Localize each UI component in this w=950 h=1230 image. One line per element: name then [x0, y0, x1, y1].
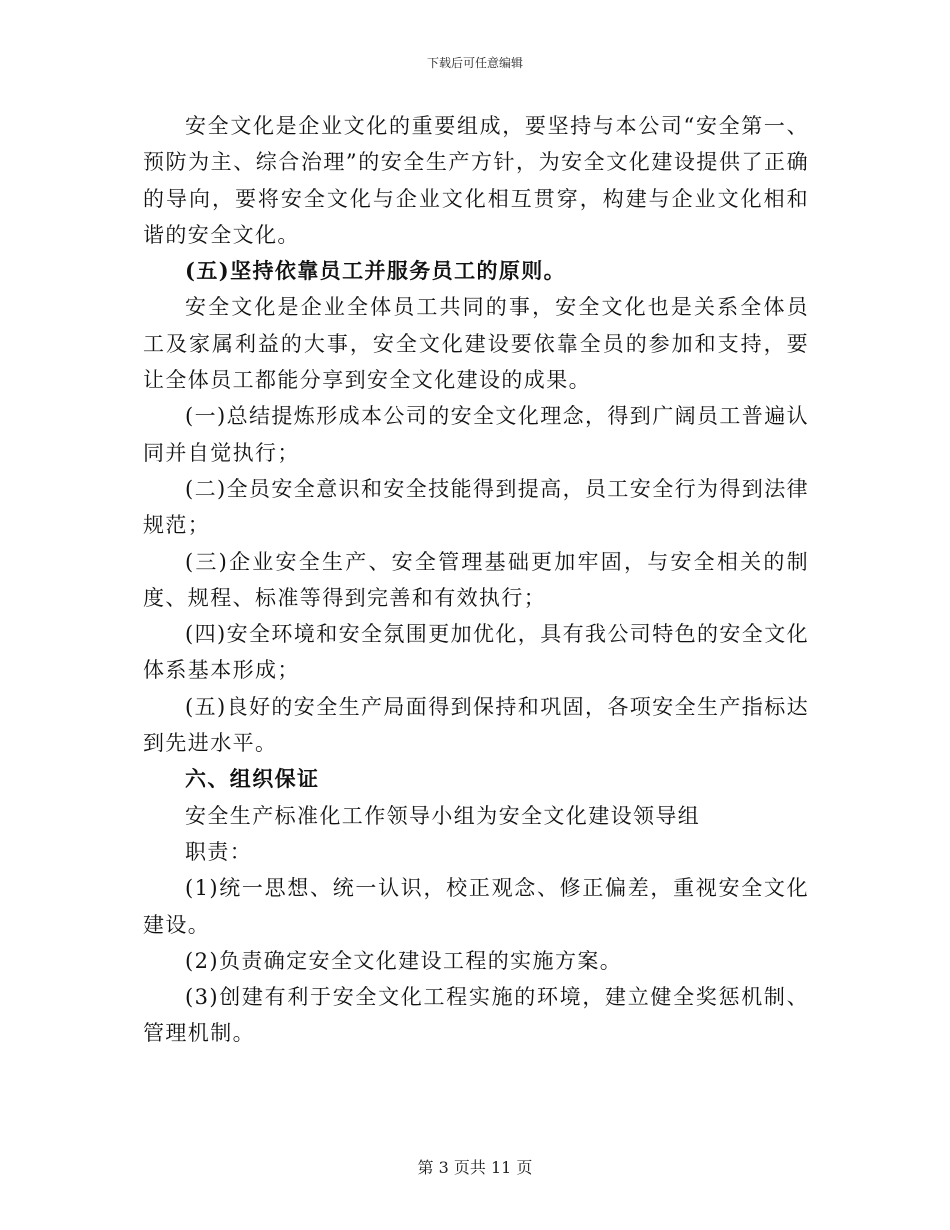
paragraph-employee-principle: 安全文化是企业全体员工共同的事，安全文化也是关系全体员工及家属利益的大事，安全文化建设要依靠全员的参加和支持，要让全体员工都能分享到安全文化建设的成果。: [143, 295, 809, 393]
list-item-duty-1: (1)统一思想、统一认识，校正观念、修正偏差，重视安全文化建设。: [143, 876, 809, 937]
list-item-duty-3: (3)创建有利于安全文化工程实施的环境，建立健全奖惩机制、管理机制。: [143, 985, 809, 1046]
paragraph-duties-label: 职责：: [185, 839, 253, 864]
list-item-goal-3: (三)企业安全生产、安全管理基础更加牢固，与安全相关的制度、规程、标准等得到完善和有效执行；: [143, 549, 809, 610]
list-item-goal-2: (二)全员安全意识和安全技能得到提高，员工安全行为得到法律规范；: [143, 476, 809, 538]
header-note: 下载后可任意编辑: [426, 56, 523, 70]
list-item-duty-2: (2)负责确定安全文化建设工程的实施方案。: [185, 948, 623, 973]
paragraph-safety-culture-intro: 安全文化是企业文化的重要组成，要坚持与本公司“安全第一、预防为主、综合治理”的安全生产方针，为安全文化建设提供了正确的导向，要将安全文化与企业文化相互贯穿，构建与企业文化相和谐的安全文化。: [143, 114, 809, 247]
section-heading-organization: 六、组织保证: [185, 766, 320, 792]
list-item-goal-1: (一)总结提炼形成本公司的安全文化理念，得到广阔员工普遍认同并自觉执行；: [143, 404, 809, 465]
paragraph-leadership-group: 安全生产标准化工作领导小组为安全文化建设领导组: [185, 803, 701, 828]
document-body: [143, 108, 809, 1052]
section-heading-principle-five: (五)坚持依靠员工并服务员工的原则。: [185, 258, 567, 284]
list-item-goal-4: (四)安全环境和安全氛围更加优化，具有我公司特色的安全文化体系基本形成；: [143, 622, 809, 683]
page-number-footer: 第 3 页共 11 页: [417, 1158, 533, 1177]
list-item-goal-5: (五)良好的安全生产局面得到保持和巩固，各项安全生产指标达到先进水平。: [143, 694, 809, 756]
